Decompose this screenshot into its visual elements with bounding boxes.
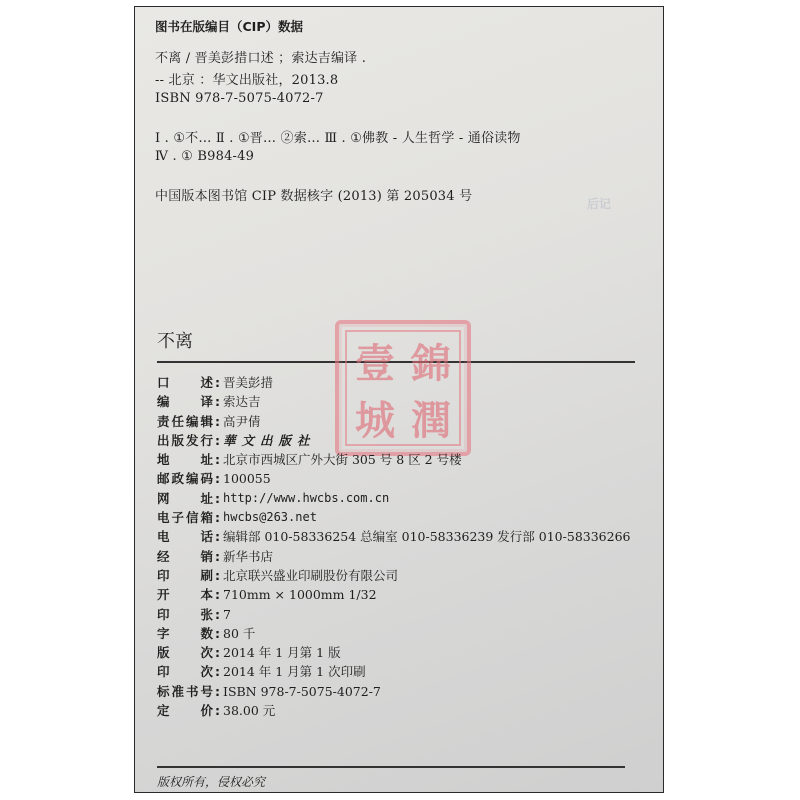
cip-classification-line-2: Ⅳ . ① B984-49 <box>155 149 255 164</box>
info-colon: : <box>215 567 220 583</box>
info-row <box>157 624 630 643</box>
info-row <box>157 662 630 681</box>
info-row <box>157 585 630 604</box>
info-label-char: 发 <box>185 432 199 448</box>
info-row <box>157 643 630 662</box>
info-colon: : <box>215 683 220 699</box>
info-row <box>157 508 630 527</box>
info-colon: : <box>215 510 220 526</box>
info-value: 北京市西城区广外大街 305 号 8 区 2 号楼 <box>223 452 462 468</box>
info-value: 38.00 元 <box>223 703 276 719</box>
info-colon: : <box>215 703 220 719</box>
info-label-char: 编 <box>157 394 170 410</box>
info-value: ISBN 978-7-5075-4072-7 <box>223 683 381 699</box>
info-label-char: 经 <box>157 548 170 564</box>
info-colon: : <box>215 587 220 603</box>
info-label <box>157 682 213 701</box>
info-row <box>157 373 630 392</box>
info-label-char: 准 <box>171 683 184 699</box>
bleed-through-text: 后记 <box>587 197 612 211</box>
cip-catalog-number: 中国版本图书馆 CIP 数据核字 (2013) 第 205034 号 <box>155 189 473 204</box>
info-row <box>157 469 630 488</box>
info-row <box>157 605 630 624</box>
info-label-char: 书 <box>185 683 199 699</box>
info-row <box>157 527 630 546</box>
info-label-char: 本 <box>200 587 213 603</box>
info-label <box>157 469 213 488</box>
info-colon: : <box>215 394 220 410</box>
info-label <box>157 412 213 431</box>
info-label-char: 字 <box>157 625 170 641</box>
info-label-char: 编 <box>185 413 199 429</box>
info-label-char: 邮 <box>157 471 170 487</box>
publication-info-list <box>157 373 630 720</box>
info-label-char: 口 <box>157 375 170 390</box>
info-colon: : <box>215 645 220 661</box>
info-value: http://www.hwcbs.com.cn <box>223 490 390 505</box>
info-label-char: 电 <box>157 510 170 526</box>
info-label-char: 责 <box>157 413 170 429</box>
info-label-char: 开 <box>157 587 170 603</box>
info-label-char: 电 <box>157 529 170 545</box>
info-colon: : <box>215 625 220 641</box>
info-colon: : <box>215 490 220 506</box>
info-label-char: 印 <box>157 606 170 622</box>
info-value: 華文出版社 <box>223 432 316 448</box>
info-label-char: 行 <box>200 432 213 448</box>
info-label-char: 任 <box>171 413 184 429</box>
info-label <box>157 373 213 392</box>
stamp-char: 潤 <box>411 397 451 444</box>
info-label-char: 编 <box>185 471 199 487</box>
info-colon: : <box>215 452 220 468</box>
info-value: 新华书店 <box>223 548 274 564</box>
cip-isbn-line: ISBN 978-7-5075-4072-7 <box>155 91 324 106</box>
info-label-char: 述 <box>200 375 213 390</box>
info-label <box>157 547 213 566</box>
info-label <box>157 527 213 546</box>
info-label-char: 出 <box>157 432 170 448</box>
info-label <box>157 566 213 585</box>
info-label-char: 辑 <box>200 413 213 429</box>
info-value: 编辑部 010-58336254 总编室 010-58336239 发行部 010-58336266 <box>223 529 631 545</box>
copyright-page <box>134 6 664 793</box>
info-label-char: 印 <box>157 664 170 680</box>
info-label-char: 箱 <box>200 510 213 526</box>
info-label <box>157 392 213 411</box>
info-value: 7 <box>223 606 231 622</box>
cip-title-line: 不离 / 晋美彭措口述 ；索达吉编译 . <box>155 51 367 66</box>
info-row <box>157 450 630 469</box>
info-label <box>157 431 213 450</box>
book-title: 不离 <box>157 331 193 352</box>
info-label-char: 政 <box>171 471 184 487</box>
info-label-char: 次 <box>200 664 213 680</box>
info-label-char: 号 <box>200 683 213 699</box>
info-row <box>157 489 630 508</box>
info-value: 索达吉 <box>223 394 261 410</box>
info-label-char: 网 <box>157 490 170 506</box>
info-label-char: 址 <box>200 490 213 506</box>
info-label-char: 译 <box>200 394 213 410</box>
info-row <box>157 431 630 450</box>
info-label-char: 子 <box>171 510 184 526</box>
info-colon: : <box>215 432 220 448</box>
info-row <box>157 701 630 720</box>
info-colon: : <box>215 471 220 487</box>
copyright-notice: 版权所有，侵权必究 <box>157 775 266 789</box>
info-label <box>157 624 213 643</box>
info-colon: : <box>215 606 220 622</box>
info-label <box>157 450 213 469</box>
info-label <box>157 662 213 681</box>
info-label <box>157 508 213 527</box>
info-label-char: 数 <box>200 625 213 641</box>
info-row <box>157 412 630 431</box>
info-label <box>157 585 213 604</box>
info-value: 100055 <box>223 471 271 487</box>
info-row <box>157 547 630 566</box>
info-label-char: 印 <box>157 567 170 583</box>
info-label-char: 地 <box>157 452 170 468</box>
info-value: 710mm × 1000mm 1/32 <box>223 587 377 603</box>
info-value: 2014 年 1 月第 1 版 <box>223 645 341 661</box>
info-colon: : <box>215 664 220 680</box>
info-value: 高尹倩 <box>223 413 261 429</box>
info-label-char: 定 <box>157 703 170 719</box>
stamp-char: 城 <box>355 397 395 444</box>
footer-divider <box>157 766 625 768</box>
info-label <box>157 701 213 720</box>
info-label-char: 销 <box>200 548 213 564</box>
info-label-char: 信 <box>185 510 199 526</box>
info-label <box>157 643 213 662</box>
info-label-char: 价 <box>200 703 213 719</box>
info-value: 北京联兴盛业印刷股份有限公司 <box>223 567 399 583</box>
info-colon: : <box>215 548 220 564</box>
info-label-char: 次 <box>200 645 213 661</box>
info-colon: : <box>215 375 220 390</box>
info-label-char: 版 <box>171 432 184 448</box>
cip-publisher-line: -- 北京 ：华文出版社，2013.8 <box>155 73 339 88</box>
info-label-char: 张 <box>200 606 213 622</box>
info-colon: : <box>215 529 220 545</box>
info-colon: : <box>215 413 220 429</box>
info-label-char: 址 <box>200 452 213 468</box>
cip-heading: 图书在版编目（CIP）数据 <box>155 19 303 34</box>
stamp-char: 錦 <box>411 340 451 387</box>
info-label <box>157 489 213 508</box>
info-label-char: 话 <box>200 529 213 545</box>
info-value: 晋美彭措 <box>223 375 274 390</box>
info-value: 2014 年 1 月第 1 次印刷 <box>223 664 366 680</box>
info-row <box>157 392 630 411</box>
info-label-char: 标 <box>157 683 170 699</box>
info-row <box>157 566 630 585</box>
stamp-char: 壹 <box>355 340 395 387</box>
info-label-char: 码 <box>200 471 213 487</box>
cip-classification-line-1: Ⅰ . ①不… Ⅱ . ①晋… ②索… Ⅲ . ①佛教 - 人生哲学 - 通俗读物 <box>155 131 521 146</box>
info-label <box>157 605 213 624</box>
info-value: hwcbs@263.net <box>223 510 317 525</box>
info-label-char: 刷 <box>200 567 213 583</box>
info-value: 80 千 <box>223 625 256 641</box>
info-label-char: 版 <box>157 645 170 661</box>
info-row <box>157 682 630 701</box>
